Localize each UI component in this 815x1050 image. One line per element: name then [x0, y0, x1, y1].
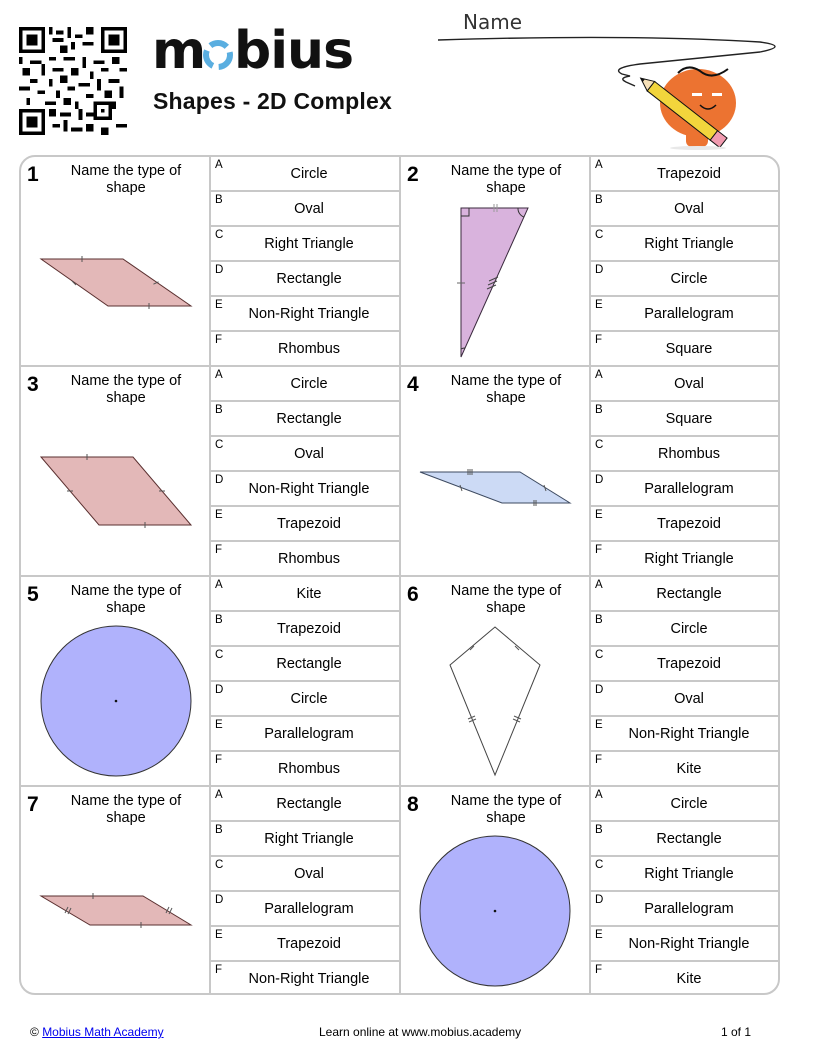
option-letter: E	[215, 929, 223, 941]
option-text: Trapezoid	[277, 516, 341, 532]
option-text: Oval	[674, 376, 704, 392]
question-prompt-area	[401, 577, 591, 787]
question-number: 1	[27, 163, 39, 186]
option-f[interactable]	[211, 332, 399, 367]
option-d[interactable]	[211, 892, 399, 927]
option-text: Non-Right Triangle	[248, 971, 370, 987]
svg-text:bius: bius	[234, 22, 354, 76]
option-letter: D	[595, 474, 604, 486]
footer-copyright	[30, 1025, 164, 1039]
question-7	[21, 787, 401, 995]
option-a[interactable]	[591, 157, 779, 192]
option-letter: D	[215, 894, 224, 906]
option-letter: A	[215, 579, 223, 591]
option-letter: C	[595, 649, 604, 661]
option-b[interactable]	[591, 822, 779, 857]
option-d[interactable]	[591, 262, 779, 297]
option-text: Trapezoid	[657, 516, 721, 532]
option-letter: D	[595, 894, 604, 906]
option-letter: E	[215, 509, 223, 521]
option-letter: B	[595, 614, 603, 626]
option-letter: C	[215, 649, 224, 661]
question-6	[401, 577, 780, 787]
question-number: 4	[407, 373, 419, 396]
parallelogram-icon	[21, 787, 211, 995]
option-f[interactable]	[211, 962, 399, 995]
question-5	[21, 577, 401, 787]
option-text: Rectangle	[276, 271, 342, 287]
question-prompt-area	[21, 787, 211, 995]
question-prompt: Name the type of shape	[70, 583, 182, 616]
option-b[interactable]	[211, 612, 399, 647]
option-d[interactable]	[591, 472, 779, 507]
question-prompt-area	[21, 157, 211, 367]
option-text: Square	[665, 341, 713, 357]
option-c[interactable]	[211, 227, 399, 262]
question-prompt: Name the type of shape	[450, 373, 562, 406]
option-letter: B	[595, 194, 603, 206]
answer-options	[211, 787, 401, 995]
option-b[interactable]	[211, 822, 399, 857]
option-f[interactable]	[211, 752, 399, 787]
option-text: Right Triangle	[644, 236, 734, 252]
option-letter: E	[595, 929, 603, 941]
option-text: Circle	[290, 376, 328, 392]
option-b[interactable]	[591, 402, 779, 437]
option-text: Rhombus	[277, 551, 341, 567]
footer-center-text: Learn online at www.mobius.academy	[319, 1025, 522, 1039]
qr-code	[18, 27, 128, 135]
question-4	[401, 367, 780, 577]
option-letter: A	[215, 789, 223, 801]
option-e[interactable]	[211, 927, 399, 962]
option-letter: E	[595, 299, 603, 311]
option-d[interactable]	[591, 682, 779, 717]
option-text: Rectangle	[276, 656, 342, 672]
question-number: 3	[27, 373, 39, 396]
option-text: Parallelogram	[644, 306, 734, 322]
right-triangle-icon	[401, 157, 591, 367]
option-f[interactable]	[211, 542, 399, 577]
option-e[interactable]	[211, 507, 399, 542]
kite-icon	[401, 577, 591, 787]
option-letter: C	[595, 439, 604, 451]
option-letter: B	[215, 404, 223, 416]
option-letter: B	[215, 194, 223, 206]
option-text: Parallelogram	[264, 726, 354, 742]
option-text: Rectangle	[276, 796, 342, 812]
option-text: Rectangle	[656, 586, 722, 602]
option-a[interactable]	[591, 787, 779, 822]
option-text: Non-Right Triangle	[628, 936, 750, 952]
rhombus-icon	[21, 157, 211, 367]
option-c[interactable]	[211, 437, 399, 472]
option-e[interactable]	[211, 717, 399, 752]
option-letter: C	[595, 859, 604, 871]
option-letter: F	[595, 754, 603, 766]
question-prompt: Name the type of shape	[450, 793, 562, 826]
question-3	[21, 367, 401, 577]
option-text: Circle	[290, 166, 328, 182]
option-text: Kite	[676, 761, 702, 777]
option-letter: A	[215, 369, 223, 381]
option-c[interactable]	[591, 227, 779, 262]
question-prompt-area	[401, 787, 591, 995]
option-letter: A	[595, 369, 603, 381]
answer-options	[591, 367, 780, 577]
option-text: Right Triangle	[644, 551, 734, 567]
question-number: 7	[27, 793, 39, 816]
option-b[interactable]	[211, 192, 399, 227]
option-text: Non-Right Triangle	[248, 481, 370, 497]
option-c[interactable]	[591, 857, 779, 892]
option-text: Oval	[294, 201, 324, 217]
option-text: Trapezoid	[277, 936, 341, 952]
option-letter: F	[215, 544, 223, 556]
option-a[interactable]	[591, 577, 779, 612]
option-text: Circle	[670, 271, 708, 287]
circle-icon	[21, 577, 211, 787]
answer-options	[211, 577, 401, 787]
option-letter: A	[595, 789, 603, 801]
option-letter: F	[595, 964, 603, 976]
option-text: Circle	[290, 691, 328, 707]
svg-text:m: m	[152, 22, 206, 76]
option-e[interactable]	[211, 297, 399, 332]
question-number: 8	[407, 793, 419, 816]
option-text: Rhombus	[277, 761, 341, 777]
question-prompt: Name the type of shape	[450, 583, 562, 616]
option-f[interactable]	[591, 332, 779, 367]
page-title: Shapes - 2D Complex	[153, 88, 392, 114]
question-number: 2	[407, 163, 419, 186]
option-b[interactable]	[591, 192, 779, 227]
option-text: Circle	[670, 621, 708, 637]
option-a[interactable]	[211, 367, 399, 402]
option-letter: C	[215, 439, 224, 451]
option-letter: B	[595, 824, 603, 836]
option-text: Circle	[670, 796, 708, 812]
option-text: Kite	[296, 586, 322, 602]
question-prompt-area	[401, 367, 591, 577]
question-prompt: Name the type of shape	[70, 793, 182, 826]
option-text: Trapezoid	[657, 656, 721, 672]
answer-options	[591, 787, 780, 995]
question-2	[401, 157, 780, 367]
question-prompt: Name the type of shape	[450, 163, 562, 196]
column-divider	[399, 157, 401, 995]
option-letter: D	[215, 474, 224, 486]
option-letter: D	[215, 684, 224, 696]
worksheet-grid	[19, 155, 780, 995]
option-text: Oval	[294, 446, 324, 462]
option-d[interactable]	[591, 892, 779, 927]
option-text: Rectangle	[276, 411, 342, 427]
question-prompt-area	[401, 157, 591, 367]
option-text: Square	[665, 411, 713, 427]
option-letter: D	[215, 264, 224, 276]
option-letter: D	[595, 684, 604, 696]
option-text: Parallelogram	[644, 901, 734, 917]
question-prompt: Name the type of shape	[70, 163, 182, 196]
option-text: Oval	[674, 691, 704, 707]
answer-options	[591, 157, 780, 367]
option-letter: F	[595, 544, 603, 556]
option-e[interactable]	[591, 297, 779, 332]
option-f[interactable]	[591, 542, 779, 577]
option-letter: B	[595, 404, 603, 416]
option-text: Non-Right Triangle	[628, 726, 750, 742]
option-letter: C	[215, 229, 224, 241]
option-text: Right Triangle	[264, 236, 354, 252]
option-letter: F	[215, 334, 223, 346]
option-letter: B	[215, 614, 223, 626]
option-a[interactable]	[591, 367, 779, 402]
option-text: Oval	[294, 866, 324, 882]
question-number: 6	[407, 583, 419, 606]
option-letter: D	[595, 264, 604, 276]
option-a[interactable]	[211, 157, 399, 192]
option-text: Right Triangle	[644, 866, 734, 882]
option-text: Kite	[676, 971, 702, 987]
option-text: Right Triangle	[264, 831, 354, 847]
option-text: Oval	[674, 201, 704, 217]
option-text: Trapezoid	[657, 166, 721, 182]
option-text: Rhombus	[657, 446, 721, 462]
option-text: Rhombus	[277, 341, 341, 357]
question-prompt-area	[21, 577, 211, 787]
option-letter: E	[215, 299, 223, 311]
option-a[interactable]	[211, 577, 399, 612]
option-c[interactable]	[211, 647, 399, 682]
question-prompt: Name the type of shape	[70, 373, 182, 406]
option-e[interactable]	[591, 717, 779, 752]
academy-link[interactable]: Mobius Math Academy	[42, 1025, 164, 1039]
option-letter: C	[215, 859, 224, 871]
question-1	[21, 157, 401, 367]
option-d[interactable]	[211, 682, 399, 717]
option-text: Parallelogram	[264, 901, 354, 917]
option-f[interactable]	[591, 962, 779, 995]
option-letter: B	[215, 824, 223, 836]
option-f[interactable]	[591, 752, 779, 787]
answer-options	[591, 577, 780, 787]
option-letter: A	[595, 159, 603, 171]
option-c[interactable]	[591, 437, 779, 472]
option-b[interactable]	[591, 612, 779, 647]
option-text: Parallelogram	[644, 481, 734, 497]
option-letter: F	[215, 964, 223, 976]
option-letter: F	[215, 754, 223, 766]
rhombus-icon	[21, 367, 211, 577]
option-c[interactable]	[211, 857, 399, 892]
question-number: 5	[27, 583, 39, 606]
option-e[interactable]	[591, 927, 779, 962]
question-8	[401, 787, 780, 995]
option-letter: F	[595, 334, 603, 346]
question-prompt-area	[21, 367, 211, 577]
option-letter: E	[595, 509, 603, 521]
parallelogram-icon	[401, 367, 591, 577]
mobius-logo	[152, 22, 362, 76]
option-letter: A	[215, 159, 223, 171]
page-indicator: 1 of 1	[721, 1025, 752, 1039]
option-text: Non-Right Triangle	[248, 306, 370, 322]
option-a[interactable]	[211, 787, 399, 822]
copyright-symbol: ©	[30, 1025, 39, 1039]
answer-options	[211, 367, 401, 577]
circle-icon	[401, 787, 591, 995]
option-b[interactable]	[211, 402, 399, 437]
option-letter: E	[215, 719, 223, 731]
name-label: Name	[463, 10, 523, 34]
option-text: Rectangle	[656, 831, 722, 847]
option-d[interactable]	[211, 262, 399, 297]
answer-options	[211, 157, 401, 367]
option-letter: E	[595, 719, 603, 731]
option-d[interactable]	[211, 472, 399, 507]
mascot-illustration	[608, 55, 738, 150]
option-e[interactable]	[591, 507, 779, 542]
option-letter: A	[595, 579, 603, 591]
option-c[interactable]	[591, 647, 779, 682]
option-text: Trapezoid	[277, 621, 341, 637]
option-letter: C	[595, 229, 604, 241]
